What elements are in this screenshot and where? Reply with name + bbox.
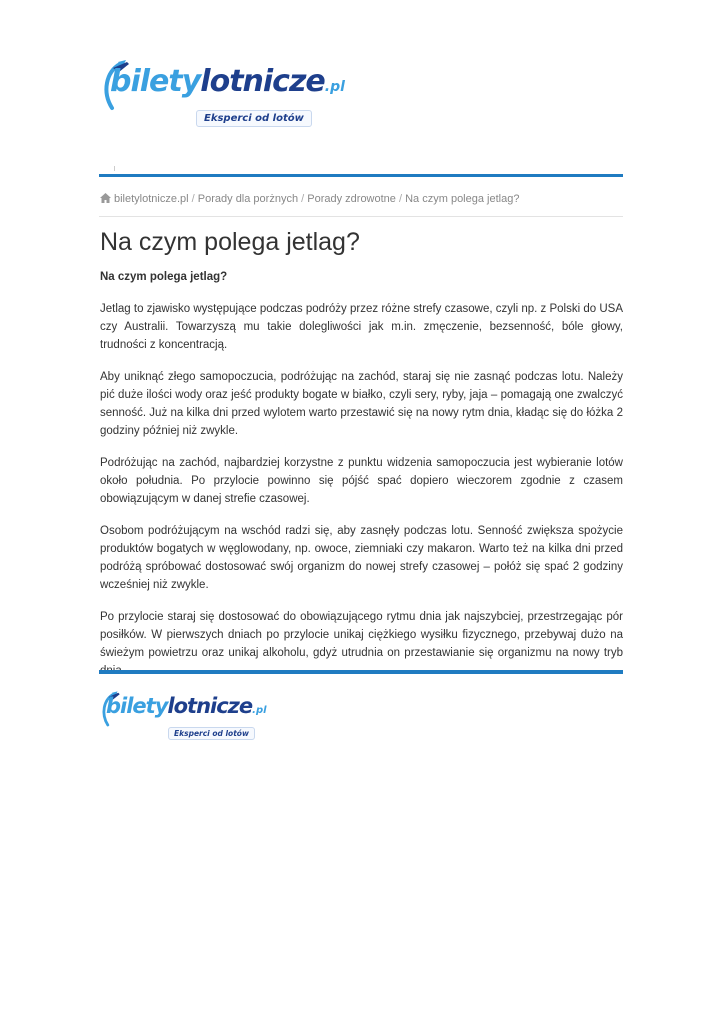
article-body [100,268,623,694]
breadcrumb-current: Na czym polega jetlag? [405,193,520,205]
breadcrumb [100,193,519,205]
footer-logo[interactable] [98,690,267,748]
breadcrumb-link-home[interactable]: biletylotnicze.pl [114,193,189,205]
logo-name-part1: bilety [106,694,168,718]
logo-name-part2: lotnicze [167,694,253,718]
article-subtitle: Na czym polega jetlag? [100,271,228,283]
logo-name-part1: bilety [110,64,201,99]
header-divider [99,174,623,177]
breadcrumb-link-category[interactable]: Porady dla porżnych [197,193,299,205]
logo-wordmark [110,64,345,99]
breadcrumb-divider [99,216,623,217]
logo-tagline: Eksperci od lotów [196,110,312,127]
logo-wordmark [106,694,267,718]
article-paragraph: Osobom podróżującym na wschód radzi się, aby zasnęły podczas lotu. Senność zwiększa spożycie produktów bogatych w węglowodany, np. owoce, ziemniaki czy makaron. Warto też na kilka dni przed podróżą spróbować dostosować swój organizm do nowej strefy czasowej – połóż się spać 2 godziny wcześniej niż zwykle. [100,525,623,591]
article-paragraph: Podróżując na zachód, najbardziej korzystne z punktu widzenia samopoczucia jest wybieranie lotów około południa. Po przylocie powinno się pójść spać dopiero wieczorem zgodnie z czasem obowiązującym w danej strefie czasowej. [100,457,623,505]
article-paragraph: Po przylocie staraj się dostosować do obowiązującego rytmu dnia jak najszybciej, przestrzegając pór posiłków. W pierwszych dniach po przylocie unikaj ciężkiego wysiłku fizycznego, przebywaj dużo na świeżym powietrzu oraz unikaj alkoholu, gdyż utrudnia on przestawianie się organizmu na nowy tryb [100,611,623,659]
page-title: Na czym polega jetlag? [100,228,360,256]
divider-mark [114,166,115,171]
breadcrumb-separator: / [191,193,195,205]
breadcrumb-separator: / [301,193,305,205]
article-paragraph: Jetlag to zjawisko występujące podczas podróży przez różne strefy czasowe, czyli np. z Polski do USA czy Australii. Towarzyszą mu takie dolegliwości jak m.in. zmęczenie, bezsenność, bóle głowy, trudności z koncentracją. [100,303,623,351]
footer-divider [99,670,623,674]
logo-tagline: Eksperci od lotów [168,727,255,740]
article-paragraph: Aby uniknąć złego samopoczucia, podróżując na zachód, staraj się nie zasnąć podczas lotu. Należy pić duże ilości wody oraz jeść produkty bogate w białko, czyli sery, ryby, jaja – pomagają one zwalczyć senność. Już na kilka dni przed wylotem warto przestawić się na nowy rytm dnia, kładąc się do łóżka 2 godziny później niż zwykle. [100,371,623,437]
logo-domain-suffix: .pl [324,79,345,95]
logo-name-part2: lotnicze [200,64,325,99]
breadcrumb-separator: / [398,193,403,205]
logo-domain-suffix: .pl [252,705,267,716]
breadcrumb-link-subcategory[interactable]: Porady zdrowotne [307,193,396,205]
home-icon[interactable] [100,193,111,203]
header-logo[interactable] [98,58,345,140]
